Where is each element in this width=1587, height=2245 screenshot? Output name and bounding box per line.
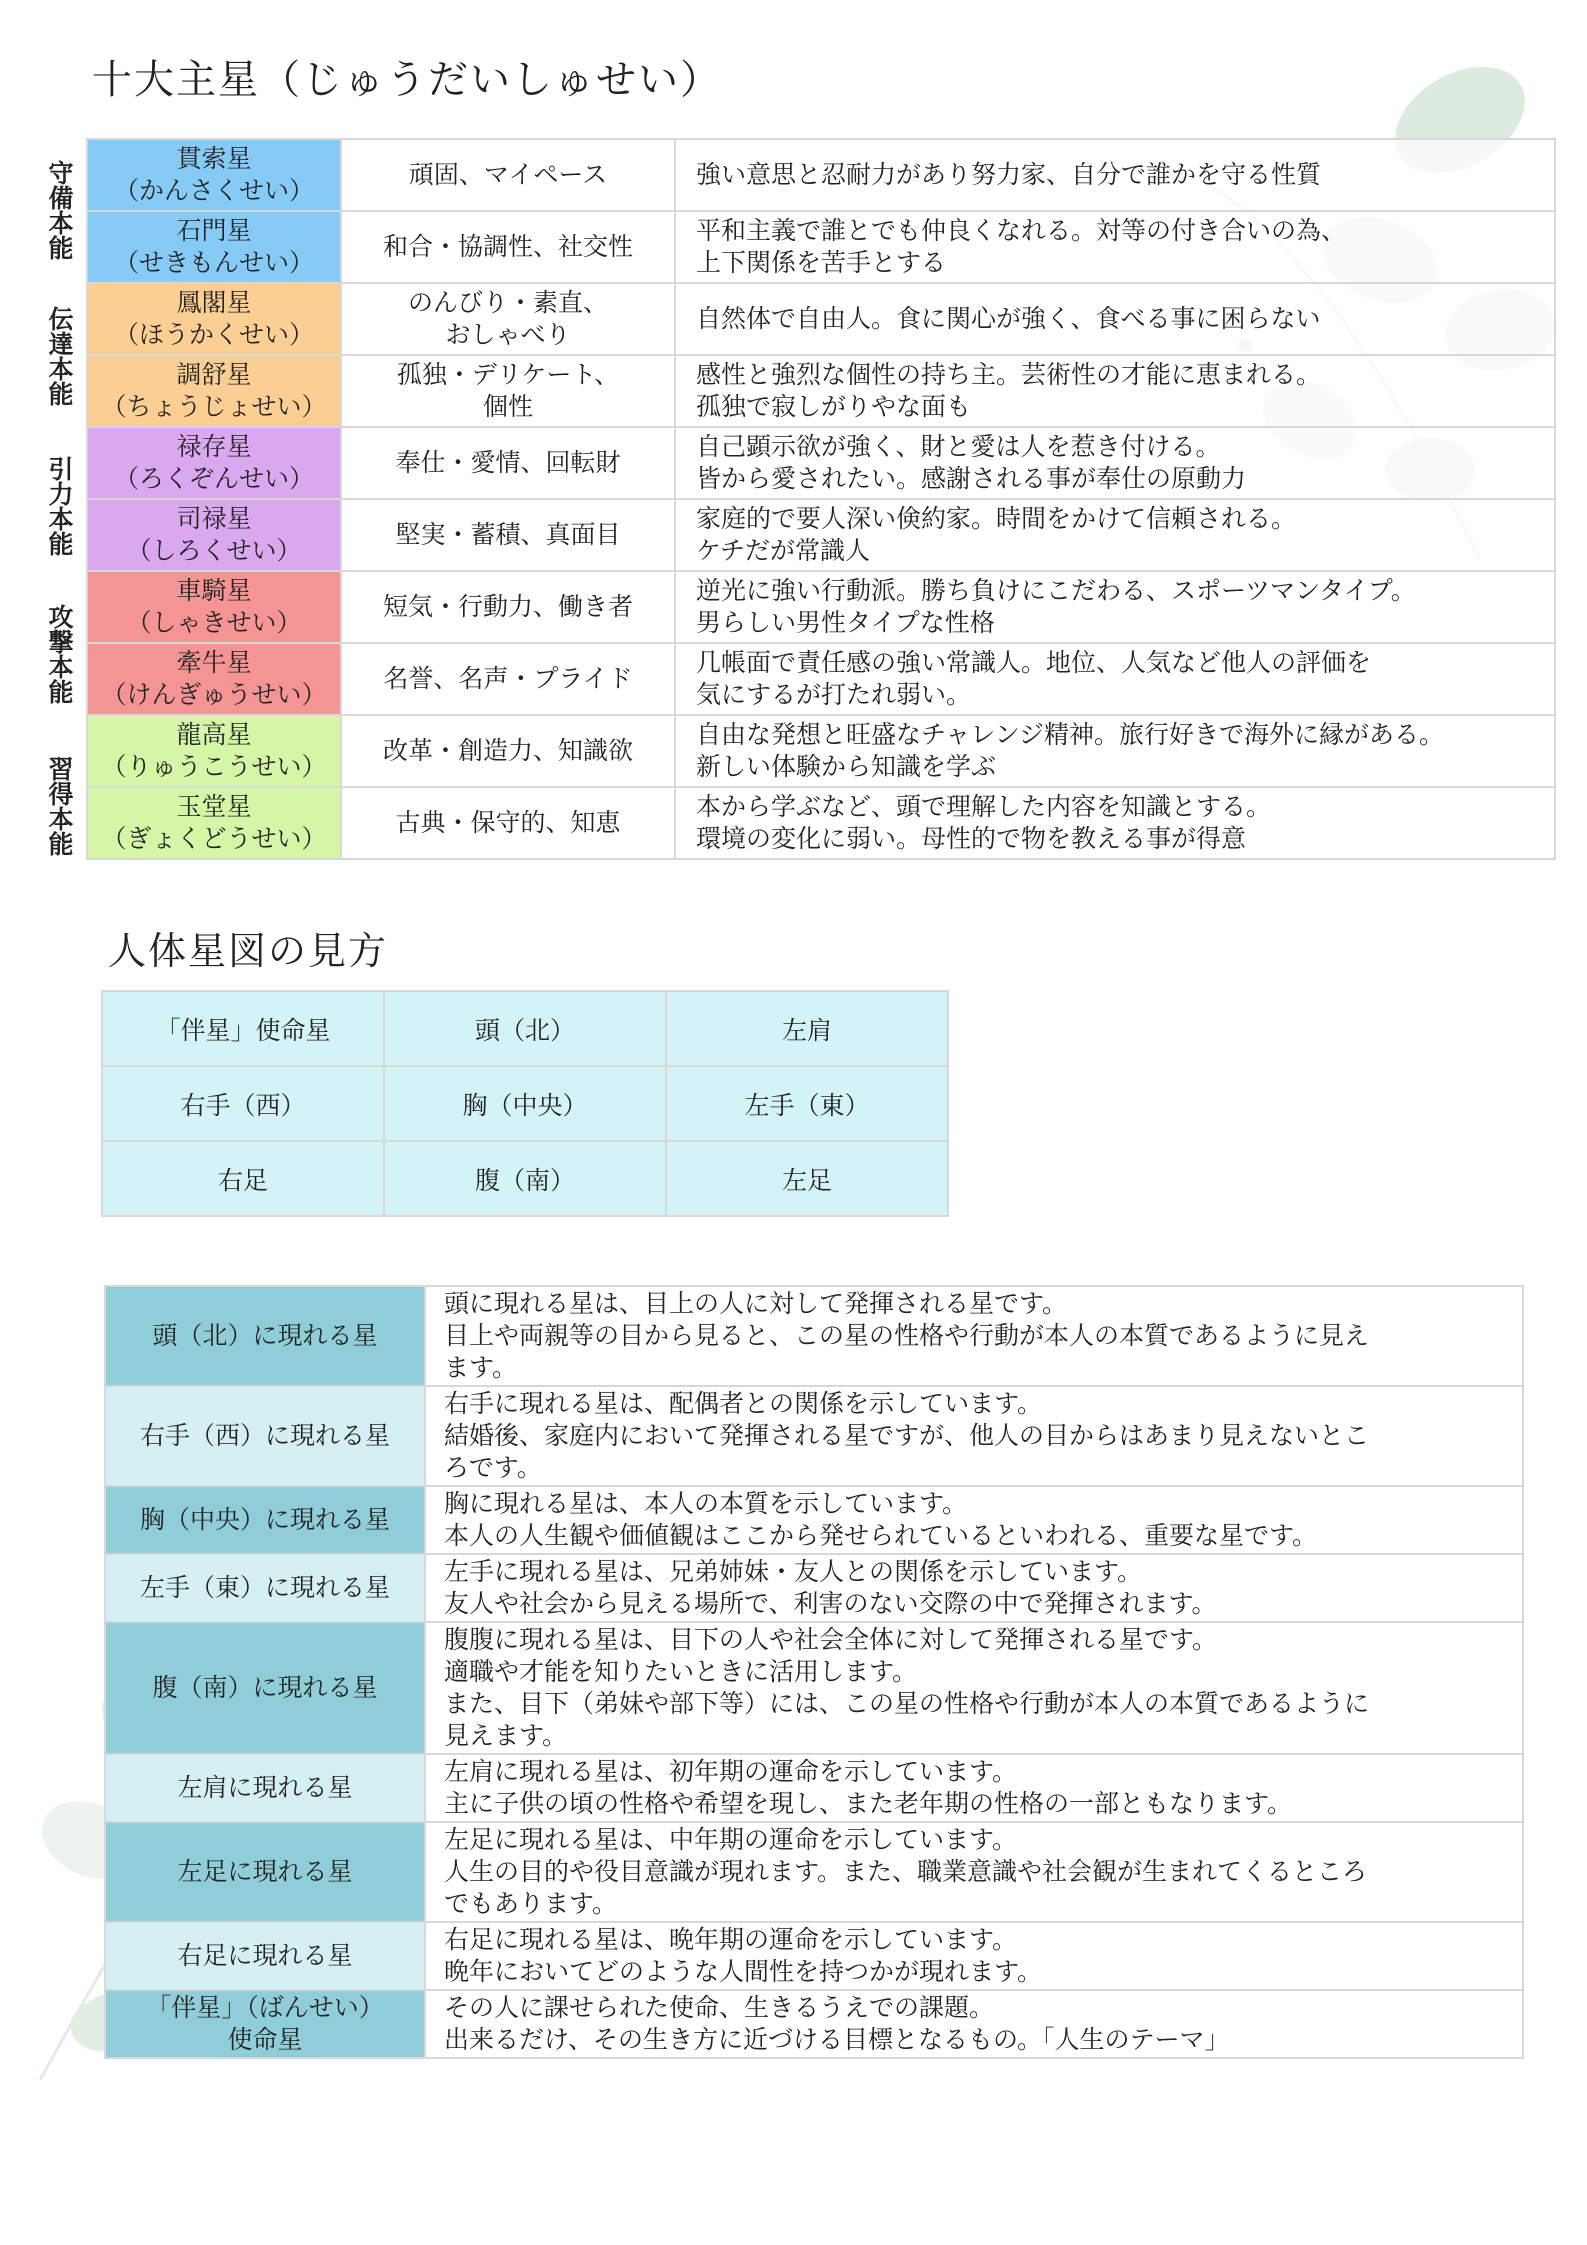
star-name: 貫索星 [176,144,252,173]
chart-row [102,1066,948,1141]
star-row [87,283,1555,355]
position-text-line: ます。 [444,1353,518,1382]
position-text [425,1822,1523,1922]
star-name-cell [87,643,341,715]
star-row [87,427,1555,499]
description-line: 男らしい男性タイプな性格 [696,608,995,637]
star-keywords [341,427,675,499]
description-line: 自然体で自由人。食に関心が強く、食べる事に困らない [696,304,1321,333]
description-line: 逆光に強い行動派。勝ち負けにこだわる、スポーツマンタイプ。 [696,576,1416,605]
position-text [425,1554,1523,1622]
keyword-line: 頑固、マイペース [408,160,608,189]
star-name: 石門星 [176,216,252,245]
position-text [425,1754,1523,1822]
position-text-line: 右足に現れる星は、晩年期の運命を示しています。 [444,1925,1018,1954]
position-label-line: 左足に現れる星 [177,1857,353,1886]
keyword-line: 改革・創造力、知識欲 [382,736,633,765]
position-label [105,1554,425,1622]
star-reading: （かんさくせい） [113,176,314,205]
star-keywords [341,571,675,643]
star-description [675,427,1555,499]
star-name: 龍高星 [176,720,252,749]
star-reading: （ちょうじょせい） [101,392,327,421]
position-meaning-table [104,1285,1524,2059]
star-name: 禄存星 [176,432,252,461]
description-line: 皆から愛されたい。感謝される事が奉仕の原動力 [696,464,1247,493]
star-reading: （ぎょくどうせい） [101,824,327,853]
description-line: 几帳面で責任感の強い常識人。地位、人気など他人の評価を [696,648,1372,677]
keyword-line: おしゃべり [445,320,571,349]
keyword-line: 短気・行動力、働き者 [382,592,633,621]
group-label-attack: 攻撃本能 [45,604,74,704]
position-text-line: 主に子供の頃の性格や希望を現し、また老年期の性格の一部ともなります。 [444,1789,1293,1818]
star-keywords [341,643,675,715]
description-line: 平和主義で誰とでも仲良くなれる。対等の付き合いの為、 [696,216,1347,245]
star-row [87,139,1555,211]
star-reading: （ろくぞんせい） [113,464,314,493]
position-row [105,1822,1523,1922]
star-description [675,499,1555,571]
star-keywords [341,355,675,427]
keyword-line: 個性 [482,392,533,421]
star-keywords [341,211,675,283]
star-reading: （せきもんせい） [113,248,314,277]
position-label-line: 胸（中央）に現れる星 [139,1505,390,1534]
position-label-line: 左肩に現れる星 [177,1773,353,1802]
position-text-line: また、目下（弟妹や部下等）には、この星の性格や行動が本人の本質であるように [444,1689,1370,1718]
keyword-line: 奉仕・愛情、回転財 [395,448,621,477]
description-line: 気にするが打たれ弱い。 [696,680,972,709]
description-line: 上下関係を苦手とする [696,248,947,277]
position-row [105,1990,1523,2058]
page-title: 十大主星（じゅうだいしゅせい） [92,57,722,103]
position-label [105,1990,425,2058]
position-text-line: 人生の目的や役目意識が現れます。また、職業意識や社会観が生まれてくるところ [444,1857,1368,1886]
keyword-line: のんびり・素直、 [407,288,608,317]
star-keywords [341,787,675,859]
star-name: 司禄星 [176,504,252,533]
position-text-line: 結婚後、家庭内において発揮される星ですが、他人の目からはあまり見えないとこ [444,1421,1370,1450]
position-text-line: その人に課せられた使命、生きるうえでの課題。 [444,1993,995,2022]
star-reading: （りゅうこうせい） [101,752,327,781]
position-label-line: 右手（西）に現れる星 [139,1421,390,1450]
group-label-communication: 伝達本能 [45,306,74,406]
description-line: 新しい体験から知識を学ぶ [696,752,997,781]
position-label [105,1486,425,1554]
star-row [87,211,1555,283]
star-name: 鳳閣星 [176,288,252,317]
description-line: 自由な発想と旺盛なチャレンジ精神。旅行好きで海外に縁がある。 [696,720,1445,749]
position-label-line: 右足に現れる星 [177,1941,353,1970]
star-name-cell [87,715,341,787]
position-text [425,1622,1523,1754]
star-keywords [341,139,675,211]
chart-cell: 右手（西） [102,1066,384,1141]
star-reading: （ほうかくせい） [113,320,314,349]
description-line: 自己顕示欲が強く、財と愛は人を惹き付ける。 [696,432,1221,461]
description-line: 感性と強烈な個性の持ち主。芸術性の才能に恵まれる。 [696,360,1322,389]
description-line: 孤独で寂しがりやな面も [696,392,972,421]
position-text-line: 頭に現れる星は、目上の人に対して発揮される星です。 [444,1289,1068,1318]
chart-cell: 右足 [102,1141,384,1216]
star-name: 調舒星 [176,360,252,389]
star-name-cell [87,499,341,571]
chart-cell: 「伴星」使命星 [102,991,384,1066]
description-line: 強い意思と忍耐力があり努力家、自分で誰かを守る性質 [696,160,1322,189]
position-text [425,1922,1523,1990]
description-line: ケチだが常識人 [696,536,871,565]
star-description [675,571,1555,643]
position-text-line: でもあります。 [444,1889,618,1918]
star-name: 車騎星 [176,576,252,605]
chart-row [102,1141,948,1216]
position-text-line: 出来るだけ、その生き方に近づける目標となるもの。「人生のテーマ」 [444,2025,1230,2054]
group-label-learning: 習得本能 [45,756,74,856]
position-row [105,1554,1523,1622]
star-name-cell [87,211,341,283]
position-label [105,1922,425,1990]
body-star-chart [101,990,949,1217]
position-text-line: 晩年においてどのような人間性を持つかが現れます。 [444,1957,1043,1986]
position-text-line: 友人や社会から見える場所で、利害のない交際の中で発揮されます。 [444,1589,1217,1618]
star-reading: （しゃきせい） [126,608,302,637]
star-keywords [341,499,675,571]
main-stars-table [86,138,1556,860]
position-text-line: 見えます。 [444,1721,568,1750]
star-name-cell [87,139,341,211]
body-chart-title: 人体星図の見方 [108,929,389,973]
chart-cell: 腹（南） [384,1141,666,1216]
group-label-defense: 守備本能 [45,160,74,260]
star-description [675,139,1555,211]
position-label-line: 「伴星」（ばんせい） [146,1993,384,2022]
position-text-line: 目上や両親等の目から見ると、この星の性格や行動が本人の本質であるように見え [444,1321,1370,1350]
star-row [87,355,1555,427]
position-text-line: 右手に現れる星は、配偶者との関係を示しています。 [444,1389,1043,1418]
star-row [87,787,1555,859]
position-label [105,1386,425,1486]
position-text [425,1990,1523,2058]
position-text [425,1286,1523,1386]
chart-cell: 左手（東） [666,1066,948,1141]
chart-cell: 胸（中央） [384,1066,666,1141]
position-label [105,1622,425,1754]
position-label [105,1754,425,1822]
description-line: 家庭的で要人深い倹約家。時間をかけて信頼される。 [696,504,1297,533]
position-label [105,1286,425,1386]
star-name-cell [87,283,341,355]
star-keywords [341,283,675,355]
position-row [105,1622,1523,1754]
star-keywords [341,715,675,787]
star-description [675,355,1555,427]
position-text [425,1386,1523,1486]
position-text-line: 左手に現れる星は、兄弟姉妹・友人との関係を示しています。 [444,1557,1143,1586]
star-description [675,643,1555,715]
position-row [105,1386,1523,1486]
keyword-line: 堅実・蓄積、真面目 [395,520,621,549]
keyword-line: 名誉、名声・プライド [383,664,633,693]
star-description [675,283,1555,355]
star-name-cell [87,787,341,859]
position-text-line: 適職や才能を知りたいときに活用します。 [444,1657,918,1686]
position-text-line: 胸に現れる星は、本人の本質を示しています。 [444,1489,968,1518]
star-name: 玉堂星 [176,792,252,821]
group-label-attraction: 引力本能 [45,456,74,556]
chart-cell: 左足 [666,1141,948,1216]
star-description [675,715,1555,787]
position-text-line: 左肩に現れる星は、初年期の運命を示しています。 [444,1757,1018,1786]
star-reading: （けんぎゅうせい） [101,680,327,709]
position-label [105,1822,425,1922]
position-label-line: 腹（南）に現れる星 [152,1673,378,1702]
keyword-line: 古典・保守的、知恵 [395,808,621,837]
keyword-line: 孤独・デリケート、 [396,360,620,389]
keyword-line: 和合・協調性、社交性 [382,232,633,261]
star-reading: （しろくせい） [126,536,302,565]
description-line: 環境の変化に弱い。母性的で物を教える事が得意 [696,824,1247,853]
star-description [675,211,1555,283]
position-row [105,1922,1523,1990]
position-row [105,1754,1523,1822]
star-row [87,571,1555,643]
position-label-line: 頭（北）に現れる星 [152,1321,378,1350]
position-text-line: 本人の人生観や価値観はここから発せられているといわれる、重要な星です。 [444,1521,1318,1550]
star-row [87,715,1555,787]
star-row [87,643,1555,715]
star-name: 牽牛星 [176,648,252,677]
position-row [105,1286,1523,1386]
chart-cell: 頭（北） [384,991,666,1066]
star-row [87,499,1555,571]
position-text [425,1486,1523,1554]
star-name-cell [87,355,341,427]
chart-row [102,991,948,1066]
position-label-line: 使命星 [227,2025,303,2054]
star-name-cell [87,427,341,499]
position-text-line: 腹腹に現れる星は、目下の人や社会全体に対して発揮される星です。 [444,1625,1218,1654]
position-label-line: 左手（東）に現れる星 [139,1573,390,1602]
star-name-cell [87,571,341,643]
position-row [105,1486,1523,1554]
position-text-line: 左足に現れる星は、中年期の運命を示しています。 [444,1825,1018,1854]
star-description [675,787,1555,859]
description-line: 本から学ぶなど、頭で理解した内容を知識とする。 [696,792,1272,821]
position-text-line: ろです。 [444,1453,542,1482]
chart-cell: 左肩 [666,991,948,1066]
